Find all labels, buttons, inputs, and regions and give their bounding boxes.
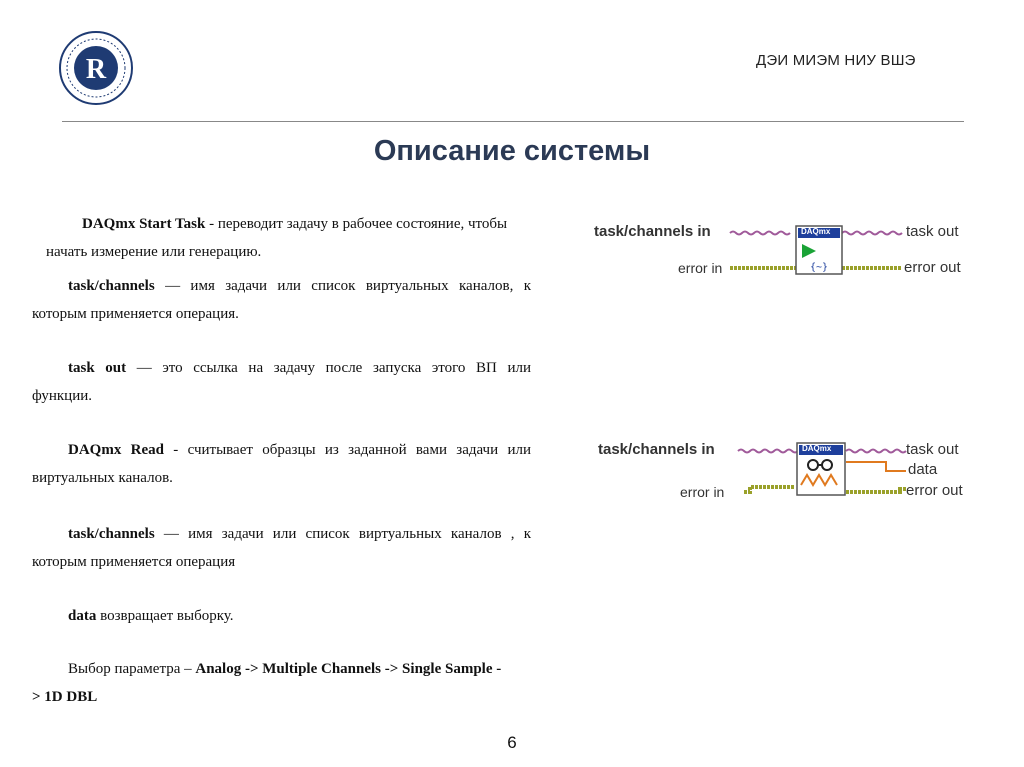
text: возвращает выборку. — [96, 608, 234, 624]
hse-university-seal-icon — [58, 30, 134, 106]
label-task-channels-in: task/channels in — [598, 441, 715, 458]
label-task-out: task out — [906, 441, 959, 458]
page-number: 6 — [507, 733, 517, 752]
task-in-wire — [730, 232, 790, 235]
data-wire — [846, 462, 906, 471]
text: которым применяется операция — [32, 554, 236, 570]
task-in-wire — [738, 450, 804, 453]
label-task-out: task out — [906, 223, 959, 240]
para-task-out — [32, 354, 531, 410]
header-divider — [62, 121, 964, 122]
text: виртуальных каналов. — [32, 470, 173, 486]
text: — имя задачи или список виртуальных каналов , к — [154, 526, 531, 542]
slide-title: Описание системы — [373, 135, 651, 167]
label-error-in: error in — [678, 260, 723, 276]
label-error-in: error in — [680, 484, 725, 500]
para-read — [32, 436, 531, 492]
text: Выбор параметра – — [68, 661, 196, 677]
term: Analog -> Multiple Channels -> Single Sample - — [195, 661, 502, 677]
text: функции. — [32, 388, 92, 404]
para-start-channels — [32, 272, 531, 328]
text: - считывает образцы из заданной вами задачи или — [163, 442, 531, 458]
task-out-wire — [846, 450, 906, 453]
organization-label: ДЭИ МИЭМ НИУ ВШЭ — [756, 52, 916, 69]
text: — имя задачи или список виртуальных каналов, к — [154, 278, 531, 294]
term: task/channels — [68, 526, 155, 542]
error-in-wire — [744, 487, 794, 492]
label-task-channels-in: task/channels in — [594, 223, 711, 240]
term: data — [68, 608, 97, 624]
label-data: data — [908, 461, 938, 478]
para-data — [32, 602, 531, 630]
term: DAQmx Start Task — [82, 216, 206, 232]
term: > 1D DBL — [32, 689, 98, 705]
hse-logo — [58, 30, 134, 106]
term: DAQmx Read — [68, 442, 164, 458]
text: - переводит задачу в рабочее состояние, чтобы — [205, 216, 508, 232]
svg-text:R: R — [85, 54, 107, 85]
para-read-channels — [32, 520, 531, 576]
read-badge-label: DAQmx — [802, 444, 832, 453]
error-out-wire — [846, 489, 906, 492]
label-error-out: error out — [906, 482, 963, 499]
para-choice — [32, 655, 531, 711]
task-out-wire — [842, 232, 902, 235]
text: начать измерение или генерацию. — [46, 244, 262, 260]
term: task out — [68, 360, 127, 376]
daqmx-start-task-diagram — [590, 218, 980, 284]
svg-text:{~}: {~} — [810, 262, 829, 273]
text: которым применяется операция. — [32, 306, 239, 322]
label-error-out: error out — [904, 259, 961, 276]
start-badge-label: DAQmx — [801, 227, 831, 236]
text: — это ссылка на задачу после запуска этого ВП или — [126, 360, 531, 376]
daqmx-read-diagram — [594, 437, 984, 507]
term: task/channels — [68, 278, 155, 294]
para-start-task — [46, 210, 546, 266]
